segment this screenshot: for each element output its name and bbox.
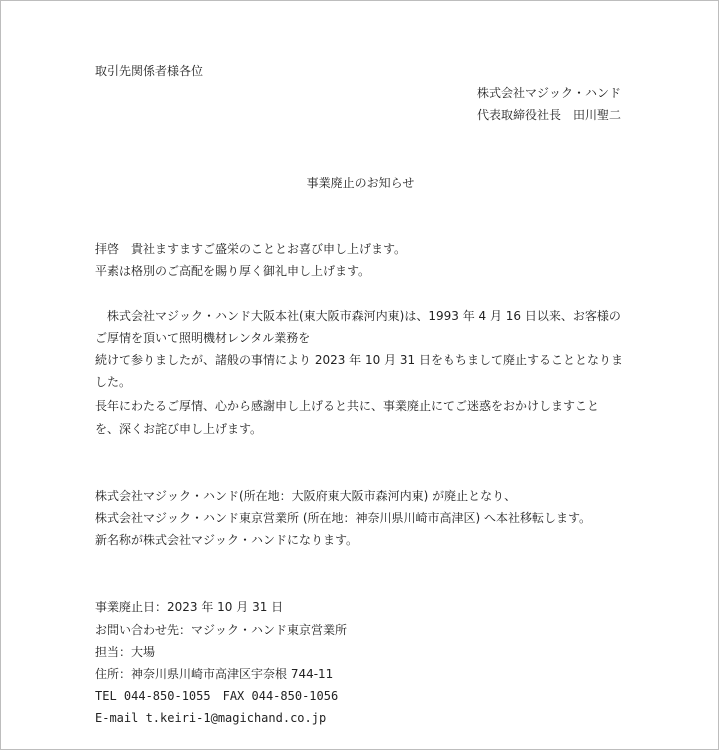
- body-line: した。: [95, 375, 132, 389]
- addressee: 取引先関係者様各位: [95, 64, 204, 78]
- transfer-line: 新名称が株式会社マジック・ハンドになります。: [95, 533, 359, 547]
- body-line: ご厚情を頂いて照明機材レンタル業務を: [95, 331, 311, 345]
- greeting-line: 平素は格別のご高配を賜り厚く御礼申し上げます。: [95, 264, 371, 278]
- contact-closure-date: 事業廃止日：2023 年 10 月 31 日: [95, 600, 284, 614]
- contact-office: お問い合わせ先：マジック・ハンド東京営業所: [95, 623, 348, 637]
- contact-phone-fax: TEL 044-850-1055 FAX 044-850-1056: [95, 689, 339, 703]
- body-line: を、深くお詫び申し上げます。: [95, 422, 263, 436]
- body-line: 株式会社マジック・ハンド大阪本社(東大阪市森河内東)は、1993 年 4 月 16 日以来、お客様の: [95, 309, 621, 323]
- body-line: 続けて参りましたが、諸般の事情により 2023 年 10 月 31 日をもちまして廃止することとなりま: [95, 353, 623, 367]
- transfer-line: 株式会社マジック・ハンド(所在地：大阪府東大阪市森河内東) が廃止となり、: [95, 489, 517, 503]
- contact-email: E-mail t.keiri-1@magichand.co.jp: [95, 711, 327, 725]
- sender-representative: 代表取締役社長 田川聖二: [476, 108, 621, 122]
- greeting-line: 拝啓 貴社ますますご盛栄のこととお喜び申し上げます。: [95, 242, 407, 256]
- transfer-line: 株式会社マジック・ハンド東京営業所 (所在地：神奈川県川崎市高津区) へ本社移転します。: [95, 511, 592, 525]
- body-line: 長年にわたるご厚情、心から感謝申し上げると共に、事業廃止にてご迷惑をおかけしますこと: [95, 399, 600, 413]
- contact-address: 住所：神奈川県川崎市高津区宇奈根 744-11: [95, 667, 334, 681]
- document-title: 事業廃止のお知らせ: [306, 176, 415, 190]
- contact-person: 担当：大場: [95, 645, 156, 659]
- sender-company: 株式会社マジック・ハンド: [476, 86, 621, 100]
